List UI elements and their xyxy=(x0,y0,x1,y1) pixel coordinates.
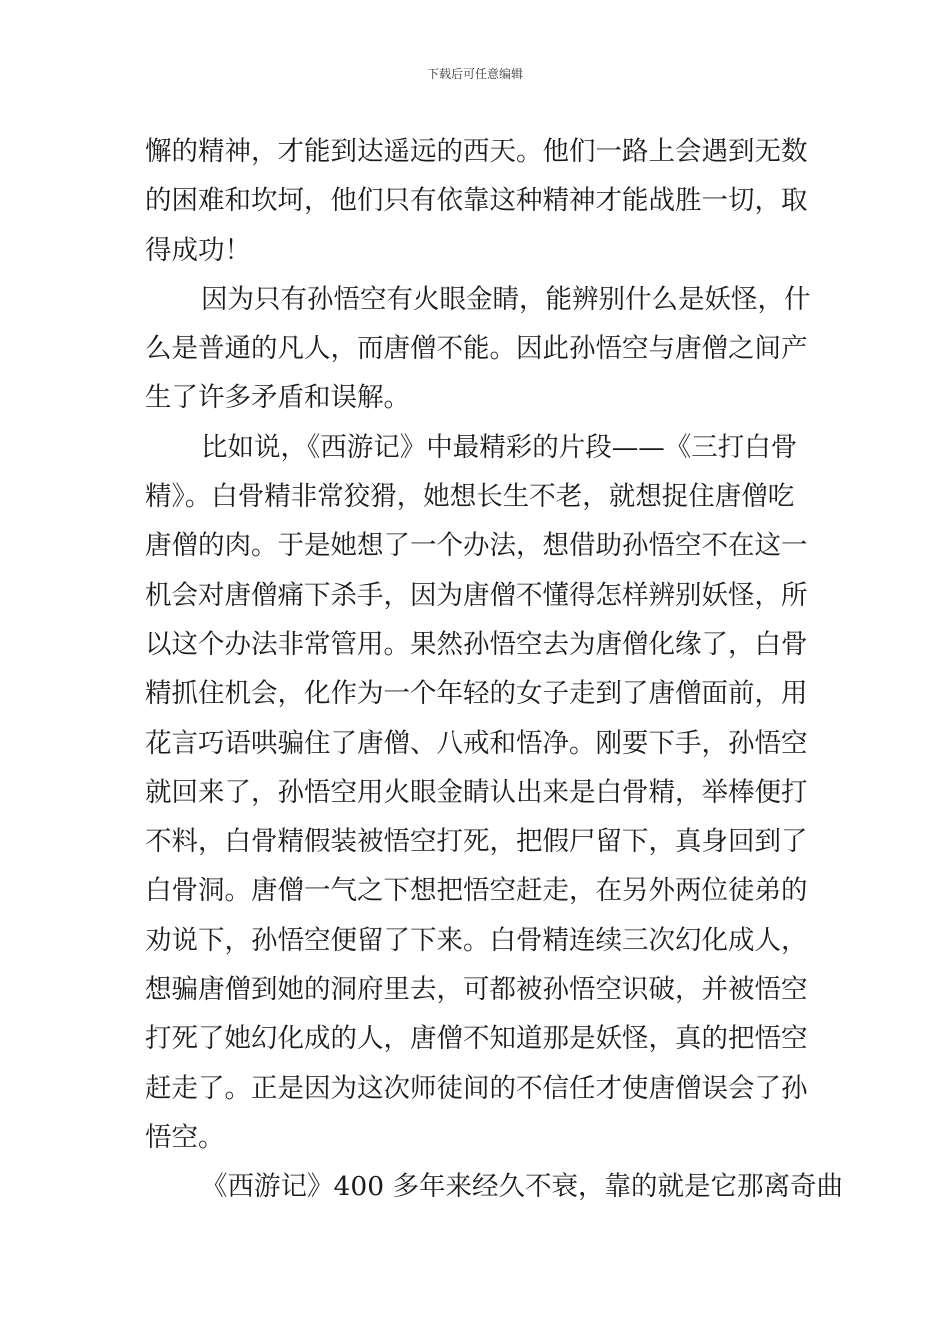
text-line: 以这个办法非常管用。果然孙悟空去为唐僧化缘了，白骨 xyxy=(145,628,808,660)
document-body xyxy=(145,127,844,1212)
text-line: 花言巧语哄骗住了唐僧、八戒和悟净。刚要下手，孙悟空 xyxy=(145,727,808,759)
text-line: 打死了她幻化成的人，唐僧不知道那是妖怪，真的把悟空 xyxy=(145,1023,808,1055)
text-line: 白骨洞。唐僧一气之下想把悟空赶走，在另外两位徒弟的 xyxy=(145,875,808,907)
text-line: 比如说，《西游记》中最精彩的片段——《三打白骨 xyxy=(201,431,798,463)
text-line: 唐僧的肉。于是她想了一个办法，想借助孙悟空不在这一 xyxy=(145,530,808,562)
text-line: 想骗唐僧到她的洞府里去，可都被孙悟空识破，并被悟空 xyxy=(145,974,808,1006)
text-line: 的困难和坎坷，他们只有依靠这种精神才能战胜一切，取 xyxy=(145,185,808,217)
text-line: 不料，白骨精假装被悟空打死，把假尸留下，真身回到了 xyxy=(145,826,808,858)
text-line: 就回来了，孙悟空用火眼金睛认出来是白骨精，举棒便打 xyxy=(145,776,808,808)
text-line: 因为只有孙悟空有火眼金睛，能辨别什么是妖怪，什 xyxy=(201,283,811,315)
text-line: 机会对唐僧痛下杀手，因为唐僧不懂得怎样辨别妖怪，所 xyxy=(145,579,808,611)
text-line: 么是普通的凡人，而唐僧不能。因此孙悟空与唐僧之间产 xyxy=(145,333,808,365)
text-line: 生了许多矛盾和误解。 xyxy=(145,382,410,414)
text-line: 悟空。 xyxy=(145,1121,225,1153)
paragraph xyxy=(145,1162,844,1211)
text-line: 得成功！ xyxy=(145,234,251,266)
text-line: 《西游记》400 多年来经久不衰，靠的就是它那离奇曲 xyxy=(201,1171,844,1203)
text-line: 精》。白骨精非常狡猾，她想长生不老，就想捉住唐僧吃 xyxy=(145,481,795,513)
text-line: 精抓住机会，化作为一个年轻的女子走到了唐僧面前，用 xyxy=(145,678,808,710)
text-line: 懈的精神，才能到达遥远的西天。他们一路上会遇到无数 xyxy=(145,136,808,167)
text-line: 劝说下，孙悟空便留了下来。白骨精连续三次幻化成人， xyxy=(145,924,808,956)
paragraph xyxy=(145,423,810,1162)
page-header: 下载后可任意编辑 xyxy=(426,67,523,81)
paragraph xyxy=(145,275,810,423)
text-line: 赶走了。正是因为这次师徒间的不信任才使唐僧误会了孙 xyxy=(145,1072,808,1104)
paragraph xyxy=(145,127,810,275)
